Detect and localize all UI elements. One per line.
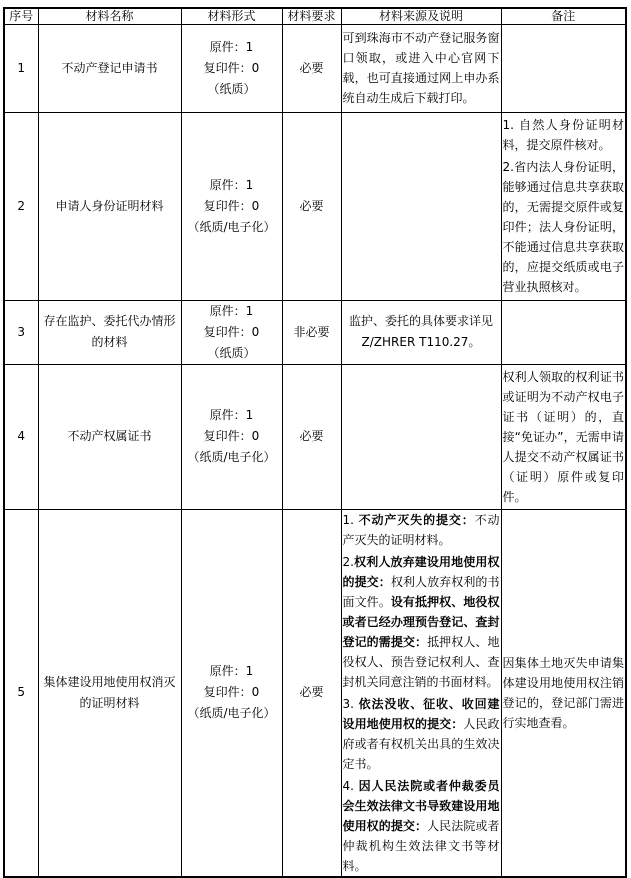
- requirement-cell: 必要: [282, 112, 341, 300]
- col-header-seq: 序号: [4, 8, 38, 24]
- material-form-cell: [181, 300, 282, 364]
- paragraph: 2.省内法人身份证明，能够通过信息共享获取的，无需提交原件或复印件；法人身份证明，不能通过信息共享获取的，应提交纸质或电子营业执照核对。: [502, 160, 624, 294]
- requirement-cell: 非必要: [282, 300, 341, 364]
- remark-cell: [501, 509, 626, 877]
- bold-text: 设有抵押权、地役权或者已经办理预告登记、查封登记的需提交：: [342, 594, 500, 649]
- material-name-cell: 存在监护、委托代办情形的材料: [38, 300, 181, 364]
- bold-text: 依法没收、征收、收回建设用地使用权的提交：: [342, 696, 500, 731]
- bold-text: 因人民法院或者仲裁委员会生效法律文书导致建设用地使用权的提交：: [342, 778, 500, 833]
- paragraph: [343, 552, 500, 692]
- material-form-cell: [181, 112, 282, 300]
- text: 4.: [342, 778, 359, 793]
- form-line: 原件：1: [209, 39, 254, 54]
- material-form-cell: [181, 364, 282, 509]
- col-header-material-form: 材料形式: [181, 8, 282, 24]
- remark-cell: [501, 112, 626, 300]
- form-line: （纸质）: [207, 345, 256, 360]
- text: 人民法院或者仲裁机构生效法律文书等材料。: [342, 818, 500, 873]
- form-line: 复印件：0: [203, 60, 260, 75]
- table-row: [4, 300, 626, 364]
- text: 人民政府或者有权机关出具的生效决定书。: [342, 716, 500, 771]
- form-line: 复印件：0: [203, 685, 260, 699]
- form-line: （纸质/电子化）: [187, 450, 276, 464]
- form-line: 原件：1: [209, 177, 254, 192]
- form-line: 复印件：0: [203, 429, 260, 443]
- text: 不动产灭失的证明材料。: [342, 512, 500, 547]
- remark-cell: [501, 364, 626, 509]
- form-line: 复印件：0: [203, 324, 260, 339]
- material-name-cell: 集体建设用地使用权消灭的证明材料: [38, 509, 181, 877]
- form-line: （纸质）: [207, 81, 256, 96]
- table-row: [4, 24, 626, 112]
- material-name-cell: 申请人身份证明材料: [38, 112, 181, 300]
- form-line: （纸质/电子化）: [187, 219, 276, 234]
- text: 抵押权人、地役权人、预告登记权利人、查封机关同意注销的书面材料。: [342, 634, 500, 689]
- col-header-material-requirement: 材料要求: [282, 8, 341, 24]
- paragraph: [343, 776, 500, 876]
- seq-cell: 4: [4, 364, 38, 509]
- material-form-cell: [181, 24, 282, 112]
- seq-cell: 5: [4, 509, 38, 877]
- requirement-cell: 必要: [282, 24, 341, 112]
- material-name-cell: 不动产权属证书: [38, 364, 181, 509]
- seq-cell: 3: [4, 300, 38, 364]
- source-cell: [341, 112, 501, 300]
- requirement-cell: 必要: [282, 364, 341, 509]
- materials-requirements-table: [3, 7, 627, 878]
- header-row: [4, 8, 626, 24]
- source-line: 监护、委托的具体要求详见: [348, 314, 493, 328]
- paragraph: 因集体土地灭失申请集体建设用地使用权注销登记的，登记部门需进行实地查看。: [502, 655, 624, 730]
- source-cell: 可到珠海市不动产登记服务窗口领取，或进入中心官网下载，也可直接通过网上申办系统自动生成后下载打印。: [341, 24, 501, 112]
- source-cell: [341, 509, 501, 877]
- col-header-material-source: 材料来源及说明: [341, 8, 501, 24]
- material-name-cell: 不动产登记申请书: [38, 24, 181, 112]
- paragraph: 1. 自然人身份证明材料，提交原件核对。: [502, 118, 624, 152]
- bold-text: 不动产灭失的提交：: [358, 512, 475, 527]
- material-form-cell: [181, 509, 282, 877]
- remark-cell: [501, 300, 626, 364]
- remark-cell: [501, 24, 626, 112]
- text: 3.: [342, 696, 359, 711]
- table-row: [4, 364, 626, 509]
- paragraph: [343, 694, 500, 774]
- form-line: 复印件：0: [203, 198, 260, 213]
- source-cell: [341, 364, 501, 509]
- table-row: [4, 112, 626, 300]
- source-cell: [341, 300, 501, 364]
- form-line: 原件：1: [209, 303, 254, 318]
- seq-cell: 1: [4, 24, 38, 112]
- paragraph: [343, 510, 500, 550]
- form-line: （纸质/电子化）: [187, 706, 276, 720]
- requirement-cell: 必要: [282, 509, 341, 877]
- text: 2.: [342, 554, 354, 569]
- bold-text: 权利人放弃建设用地使用权的提交：: [342, 554, 500, 589]
- table-row: [4, 509, 626, 877]
- col-header-material-name: 材料名称: [38, 8, 181, 24]
- form-line: 原件：1: [209, 408, 254, 422]
- seq-cell: 2: [4, 112, 38, 300]
- paragraph: 权利人领取的权利证书或证明为不动产权电子证书（证明）的，直接“免证办”，无需申请人提交不动产权属证书（证明）原件或复印件。: [502, 369, 624, 504]
- col-header-remark: 备注: [501, 8, 626, 24]
- source-line: Z/ZHRER T110.27。: [361, 335, 481, 349]
- text: 1.: [342, 512, 359, 527]
- form-line: 原件：1: [209, 664, 254, 678]
- text: 权利人放弃权利的书面文件。: [342, 574, 500, 609]
